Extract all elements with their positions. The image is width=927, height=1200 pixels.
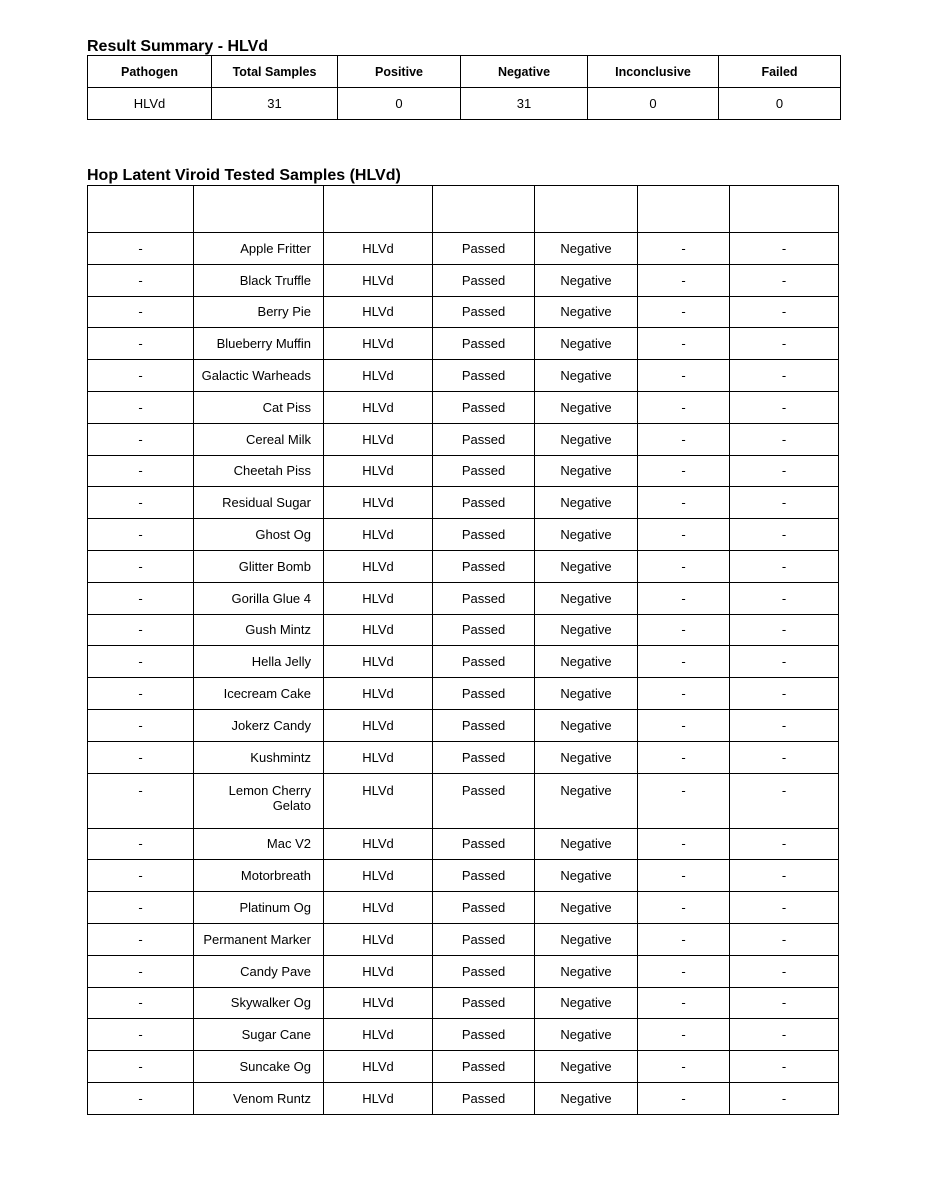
sample-name-cell: Gorilla Glue 4 (194, 582, 324, 614)
samples-header-cell (88, 186, 194, 233)
note-cell: - (730, 328, 839, 360)
status-cell: Passed (433, 391, 535, 423)
result-cell: Negative (535, 1019, 638, 1051)
note-cell: - (730, 1051, 839, 1083)
note-cell: - (730, 860, 839, 892)
detail-cell: - (638, 1082, 730, 1114)
result-cell: Negative (535, 987, 638, 1019)
status-cell: Passed (433, 360, 535, 392)
table-row (88, 892, 839, 924)
sample-name-cell: Mac V2 (194, 828, 324, 860)
pathogen-cell: HLVd (324, 646, 433, 678)
samples-header-cell (638, 186, 730, 233)
result-cell: Negative (535, 360, 638, 392)
pathogen-cell: HLVd (324, 360, 433, 392)
sample-id-cell: - (88, 328, 194, 360)
table-row (88, 1082, 839, 1114)
sample-name-cell: Cheetah Piss (194, 455, 324, 487)
sample-id-cell: - (88, 709, 194, 741)
status-cell: Passed (433, 423, 535, 455)
result-cell: Negative (535, 860, 638, 892)
tested-samples-table (87, 185, 839, 1115)
header-failed: Failed (719, 56, 841, 88)
detail-cell: - (638, 423, 730, 455)
result-cell: Negative (535, 741, 638, 773)
summary-inconclusive: 0 (588, 88, 719, 120)
pathogen-cell: HLVd (324, 1051, 433, 1083)
summary-pathogen: HLVd (88, 88, 212, 120)
table-row (88, 987, 839, 1019)
summary-total-samples: 31 (212, 88, 338, 120)
detail-cell: - (638, 1051, 730, 1083)
sample-name-cell: Cat Piss (194, 391, 324, 423)
sample-id-cell: - (88, 773, 194, 828)
result-cell: Negative (535, 391, 638, 423)
sample-name-cell: Apple Fritter (194, 233, 324, 265)
result-cell: Negative (535, 678, 638, 710)
result-cell: Negative (535, 423, 638, 455)
note-cell: - (730, 828, 839, 860)
summary-title: Result Summary - HLVd (87, 38, 269, 55)
table-row (88, 582, 839, 614)
note-cell: - (730, 1082, 839, 1114)
result-cell: Negative (535, 1082, 638, 1114)
pathogen-cell: HLVd (324, 1019, 433, 1051)
status-cell: Passed (433, 1082, 535, 1114)
status-cell: Passed (433, 296, 535, 328)
sample-id-cell: - (88, 519, 194, 551)
table-row (88, 487, 839, 519)
note-cell: - (730, 519, 839, 551)
note-cell: - (730, 391, 839, 423)
status-cell: Passed (433, 828, 535, 860)
sample-id-cell: - (88, 678, 194, 710)
table-row (88, 741, 839, 773)
pathogen-cell: HLVd (324, 519, 433, 551)
detail-cell: - (638, 487, 730, 519)
sample-name-cell: Candy Pave (194, 955, 324, 987)
samples-title: Hop Latent Viroid Tested Samples (HLVd) (87, 167, 401, 184)
table-row (88, 455, 839, 487)
pathogen-cell: HLVd (324, 923, 433, 955)
sample-name-cell: Motorbreath (194, 860, 324, 892)
detail-cell: - (638, 1019, 730, 1051)
sample-name-cell: Cereal Milk (194, 423, 324, 455)
note-cell: - (730, 360, 839, 392)
pathogen-cell: HLVd (324, 296, 433, 328)
sample-id-cell: - (88, 923, 194, 955)
result-cell: Negative (535, 892, 638, 924)
sample-id-cell: - (88, 455, 194, 487)
sample-name-cell: Kushmintz (194, 741, 324, 773)
sample-name-cell: Venom Runtz (194, 1082, 324, 1114)
result-cell: Negative (535, 923, 638, 955)
note-cell: - (730, 646, 839, 678)
result-cell: Negative (535, 328, 638, 360)
table-row (88, 519, 839, 551)
pathogen-cell: HLVd (324, 614, 433, 646)
result-cell: Negative (535, 1051, 638, 1083)
sample-id-cell: - (88, 646, 194, 678)
samples-header-cell (433, 186, 535, 233)
status-cell: Passed (433, 1051, 535, 1083)
sample-id-cell: - (88, 487, 194, 519)
table-row (88, 423, 839, 455)
result-cell: Negative (535, 455, 638, 487)
sample-name-cell: Suncake Og (194, 1051, 324, 1083)
sample-id-cell: - (88, 955, 194, 987)
summary-negative: 31 (461, 88, 588, 120)
detail-cell: - (638, 860, 730, 892)
pathogen-cell: HLVd (324, 487, 433, 519)
table-row (88, 646, 839, 678)
summary-header-row (88, 56, 841, 88)
sample-name-cell: Hella Jelly (194, 646, 324, 678)
result-cell: Negative (535, 646, 638, 678)
sample-name-cell: Berry Pie (194, 296, 324, 328)
status-cell: Passed (433, 709, 535, 741)
detail-cell: - (638, 360, 730, 392)
table-row (88, 296, 839, 328)
pathogen-cell: HLVd (324, 860, 433, 892)
note-cell: - (730, 773, 839, 828)
pathogen-cell: HLVd (324, 233, 433, 265)
header-inconclusive: Inconclusive (588, 56, 719, 88)
detail-cell: - (638, 773, 730, 828)
result-summary-table (87, 55, 841, 120)
detail-cell: - (638, 391, 730, 423)
detail-cell: - (638, 646, 730, 678)
samples-header-cell (194, 186, 324, 233)
table-row (88, 264, 839, 296)
pathogen-cell: HLVd (324, 709, 433, 741)
samples-header-cell (324, 186, 433, 233)
result-cell: Negative (535, 773, 638, 828)
pathogen-cell: HLVd (324, 773, 433, 828)
sample-name-cell: Sugar Cane (194, 1019, 324, 1051)
sample-id-cell: - (88, 391, 194, 423)
detail-cell: - (638, 923, 730, 955)
detail-cell: - (638, 828, 730, 860)
sample-name-cell: Lemon Cherry Gelato (194, 773, 324, 828)
detail-cell: - (638, 987, 730, 1019)
status-cell: Passed (433, 328, 535, 360)
status-cell: Passed (433, 860, 535, 892)
sample-id-cell: - (88, 550, 194, 582)
pathogen-cell: HLVd (324, 264, 433, 296)
result-cell: Negative (535, 582, 638, 614)
status-cell: Passed (433, 923, 535, 955)
samples-header-row (88, 186, 839, 233)
status-cell: Passed (433, 955, 535, 987)
sample-name-cell: Platinum Og (194, 892, 324, 924)
status-cell: Passed (433, 519, 535, 551)
pathogen-cell: HLVd (324, 423, 433, 455)
result-cell: Negative (535, 709, 638, 741)
pathogen-cell: HLVd (324, 828, 433, 860)
result-cell: Negative (535, 233, 638, 265)
pathogen-cell: HLVd (324, 678, 433, 710)
detail-cell: - (638, 678, 730, 710)
sample-id-cell: - (88, 264, 194, 296)
note-cell: - (730, 709, 839, 741)
status-cell: Passed (433, 678, 535, 710)
note-cell: - (730, 955, 839, 987)
table-row (88, 360, 839, 392)
note-cell: - (730, 487, 839, 519)
table-row (88, 955, 839, 987)
table-row (88, 709, 839, 741)
sample-name-cell: Gush Mintz (194, 614, 324, 646)
table-row (88, 614, 839, 646)
sample-id-cell: - (88, 892, 194, 924)
sample-name-cell: Skywalker Og (194, 987, 324, 1019)
detail-cell: - (638, 328, 730, 360)
sample-name-cell: Ghost Og (194, 519, 324, 551)
result-cell: Negative (535, 550, 638, 582)
table-row (88, 860, 839, 892)
table-row (88, 828, 839, 860)
note-cell: - (730, 923, 839, 955)
header-pathogen: Pathogen (88, 56, 212, 88)
summary-positive: 0 (338, 88, 461, 120)
result-cell: Negative (535, 519, 638, 551)
note-cell: - (730, 1019, 839, 1051)
detail-cell: - (638, 892, 730, 924)
summary-failed: 0 (719, 88, 841, 120)
status-cell: Passed (433, 455, 535, 487)
pathogen-cell: HLVd (324, 391, 433, 423)
sample-id-cell: - (88, 360, 194, 392)
detail-cell: - (638, 614, 730, 646)
samples-header-cell (535, 186, 638, 233)
sample-id-cell: - (88, 296, 194, 328)
detail-cell: - (638, 455, 730, 487)
samples-header-cell (730, 186, 839, 233)
pathogen-cell: HLVd (324, 955, 433, 987)
header-negative: Negative (461, 56, 588, 88)
sample-name-cell: Permanent Marker (194, 923, 324, 955)
note-cell: - (730, 741, 839, 773)
note-cell: - (730, 678, 839, 710)
status-cell: Passed (433, 233, 535, 265)
note-cell: - (730, 892, 839, 924)
sample-id-cell: - (88, 987, 194, 1019)
detail-cell: - (638, 233, 730, 265)
result-cell: Negative (535, 955, 638, 987)
sample-name-cell: Icecream Cake (194, 678, 324, 710)
pathogen-cell: HLVd (324, 328, 433, 360)
status-cell: Passed (433, 487, 535, 519)
status-cell: Passed (433, 741, 535, 773)
table-row (88, 233, 839, 265)
note-cell: - (730, 550, 839, 582)
result-cell: Negative (535, 296, 638, 328)
pathogen-cell: HLVd (324, 1082, 433, 1114)
note-cell: - (730, 423, 839, 455)
detail-cell: - (638, 519, 730, 551)
sample-id-cell: - (88, 828, 194, 860)
sample-id-cell: - (88, 741, 194, 773)
table-row (88, 328, 839, 360)
detail-cell: - (638, 955, 730, 987)
table-row (88, 923, 839, 955)
detail-cell: - (638, 709, 730, 741)
sample-id-cell: - (88, 233, 194, 265)
summary-row (88, 88, 841, 120)
sample-id-cell: - (88, 582, 194, 614)
status-cell: Passed (433, 264, 535, 296)
note-cell: - (730, 264, 839, 296)
status-cell: Passed (433, 1019, 535, 1051)
header-total-samples: Total Samples (212, 56, 338, 88)
status-cell: Passed (433, 582, 535, 614)
detail-cell: - (638, 264, 730, 296)
pathogen-cell: HLVd (324, 550, 433, 582)
table-row (88, 1051, 839, 1083)
table-row (88, 391, 839, 423)
result-cell: Negative (535, 264, 638, 296)
status-cell: Passed (433, 773, 535, 828)
detail-cell: - (638, 582, 730, 614)
pathogen-cell: HLVd (324, 455, 433, 487)
detail-cell: - (638, 741, 730, 773)
result-cell: Negative (535, 614, 638, 646)
note-cell: - (730, 233, 839, 265)
table-row (88, 550, 839, 582)
note-cell: - (730, 987, 839, 1019)
table-row (88, 773, 839, 828)
table-row (88, 1019, 839, 1051)
pathogen-cell: HLVd (324, 892, 433, 924)
sample-name-cell: Residual Sugar (194, 487, 324, 519)
sample-name-cell: Jokerz Candy (194, 709, 324, 741)
sample-name-cell: Glitter Bomb (194, 550, 324, 582)
table-row (88, 678, 839, 710)
sample-id-cell: - (88, 1082, 194, 1114)
pathogen-cell: HLVd (324, 582, 433, 614)
pathogen-cell: HLVd (324, 741, 433, 773)
status-cell: Passed (433, 550, 535, 582)
status-cell: Passed (433, 892, 535, 924)
detail-cell: - (638, 296, 730, 328)
sample-name-cell: Galactic Warheads (194, 360, 324, 392)
sample-id-cell: - (88, 614, 194, 646)
sample-id-cell: - (88, 1051, 194, 1083)
note-cell: - (730, 296, 839, 328)
sample-name-cell: Black Truffle (194, 264, 324, 296)
status-cell: Passed (433, 646, 535, 678)
header-positive: Positive (338, 56, 461, 88)
note-cell: - (730, 582, 839, 614)
result-cell: Negative (535, 487, 638, 519)
sample-name-cell: Blueberry Muffin (194, 328, 324, 360)
status-cell: Passed (433, 987, 535, 1019)
detail-cell: - (638, 550, 730, 582)
status-cell: Passed (433, 614, 535, 646)
result-cell: Negative (535, 828, 638, 860)
note-cell: - (730, 455, 839, 487)
sample-id-cell: - (88, 423, 194, 455)
sample-id-cell: - (88, 860, 194, 892)
note-cell: - (730, 614, 839, 646)
sample-id-cell: - (88, 1019, 194, 1051)
pathogen-cell: HLVd (324, 987, 433, 1019)
